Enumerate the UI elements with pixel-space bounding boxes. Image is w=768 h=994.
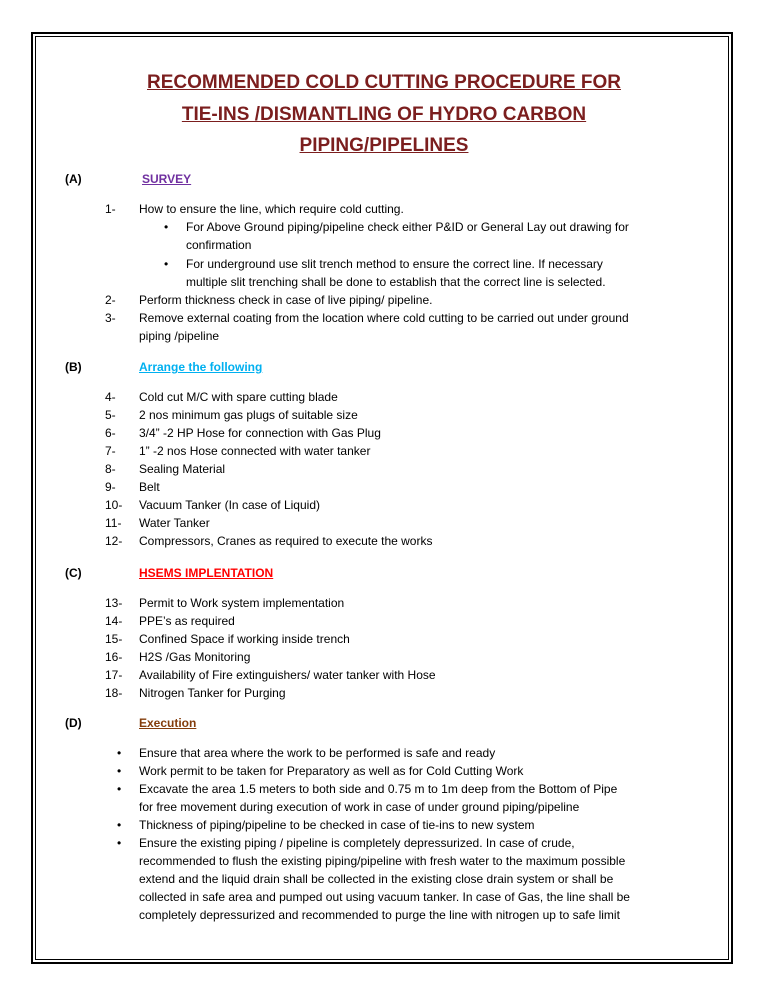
execution-line: Excavate the area 1.5 meters to both side and 0.75 m to 1m deep from the Bottom of Pipe: [139, 782, 618, 796]
list-item: Cold cut M/C with spare cutting blade: [139, 390, 338, 404]
item-number: 17-: [105, 668, 123, 682]
item-number: 11-: [105, 516, 122, 530]
list-item: Vacuum Tanker (In case of Liquid): [139, 498, 320, 512]
item-number: 4-: [105, 390, 116, 404]
list-item: Sealing Material: [139, 462, 226, 476]
execution-line: Ensure that area where the work to be performed is safe and ready: [139, 746, 496, 760]
list-item: Nitrogen Tanker for Purging: [139, 686, 286, 700]
list-item: Remove external coating from the location where cold cutting to be carried out under ground: [139, 311, 629, 325]
execution-line: recommended to flush the existing piping/pipeline with fresh water to the maximum possible: [139, 854, 626, 868]
bullet-icon: •: [117, 836, 122, 850]
bullet-icon: •: [117, 746, 122, 760]
list-item: Compressors, Cranes as required to execute the works: [139, 534, 433, 548]
item-number: 2-: [105, 293, 116, 307]
item-number: 3-: [105, 311, 116, 325]
execution-line: extend and the liquid drain shall be collected in the existing close drain system or shall be: [139, 872, 614, 886]
bullet-line: multiple slit trenching shall be done to establish that the correct line is selected.: [186, 275, 606, 289]
item-number: 16-: [105, 650, 123, 664]
bullet-line: For Above Ground piping/pipeline check either P&ID or General Lay out drawing for: [186, 220, 629, 234]
list-item: Permit to Work system implementation: [139, 596, 345, 610]
item-number: 9-: [105, 480, 116, 494]
execution-line: collected in safe area and pumped out using vacuum tanker. In case of Gas, the line shall be: [139, 890, 630, 904]
list-item: Perform thickness check in case of live piping/ pipeline.: [139, 293, 433, 307]
item-number: 15-: [105, 632, 123, 646]
section-a-letter: (A): [65, 172, 82, 186]
item-number: 10-: [105, 498, 123, 512]
list-item-continued: piping /pipeline: [139, 329, 220, 343]
section-b-letter: (B): [65, 360, 82, 374]
item-number: 18-: [105, 686, 123, 700]
bullet-line: confirmation: [186, 238, 252, 252]
execution-line: for free movement during execution of work in case of under ground piping/pipeline: [139, 800, 580, 814]
title-line-3: PIPING/PIPELINES: [299, 135, 469, 156]
list-item: PPE’s as required: [139, 614, 235, 628]
execution-line: Ensure the existing piping / pipeline is completely depressurized. In case of crude,: [139, 836, 575, 850]
list-item: 1” -2 nos Hose connected with water tanker: [139, 444, 371, 458]
item-number: 5-: [105, 408, 116, 422]
title-line-2: TIE-INS /DISMANTLING OF HYDRO CARBON: [181, 104, 587, 125]
list-item: 3/4” -2 HP Hose for connection with Gas Plug: [139, 426, 381, 440]
item-number: 1-: [105, 202, 116, 216]
item-number: 8-: [105, 462, 116, 476]
item-number: 14-: [105, 614, 123, 628]
execution-line: completely depressurized and recommended to purge the line with nitrogen up to safe limit: [139, 908, 620, 922]
section-c-letter: (C): [65, 566, 82, 580]
list-item: How to ensure the line, which require cold cutting.: [139, 202, 404, 216]
bullet-icon: •: [117, 818, 122, 832]
section-c-heading: HSEMS IMPLENTATION: [139, 566, 274, 580]
title-line-1: RECOMMENDED COLD CUTTING PROCEDURE FOR: [147, 72, 621, 93]
bullet-icon: •: [164, 257, 169, 271]
list-item: 2 nos minimum gas plugs of suitable size: [139, 408, 358, 422]
execution-line: Work permit to be taken for Preparatory as well as for Cold Cutting Work: [139, 764, 524, 778]
bullet-icon: •: [164, 220, 169, 234]
list-item: Confined Space if working inside trench: [139, 632, 350, 646]
item-number: 7-: [105, 444, 116, 458]
item-number: 6-: [105, 426, 116, 440]
item-number: 12-: [105, 534, 123, 548]
section-d-heading: Execution: [139, 716, 197, 730]
bullet-line: For underground use slit trench method to ensure the correct line. If necessary: [186, 257, 603, 271]
item-number: 13-: [105, 596, 123, 610]
list-item: Belt: [139, 480, 160, 494]
execution-line: Thickness of piping/pipeline to be checked in case of tie-ins to new system: [139, 818, 535, 832]
section-b-heading: Arrange the following: [139, 360, 263, 374]
list-item: Water Tanker: [139, 516, 210, 530]
bullet-icon: •: [117, 764, 122, 778]
list-item: H2S /Gas Monitoring: [139, 650, 251, 664]
list-item: Availability of Fire extinguishers/ water tanker with Hose: [139, 668, 436, 682]
section-a-heading: SURVEY: [142, 172, 192, 186]
bullet-icon: •: [117, 782, 122, 796]
section-d-letter: (D): [65, 716, 82, 730]
